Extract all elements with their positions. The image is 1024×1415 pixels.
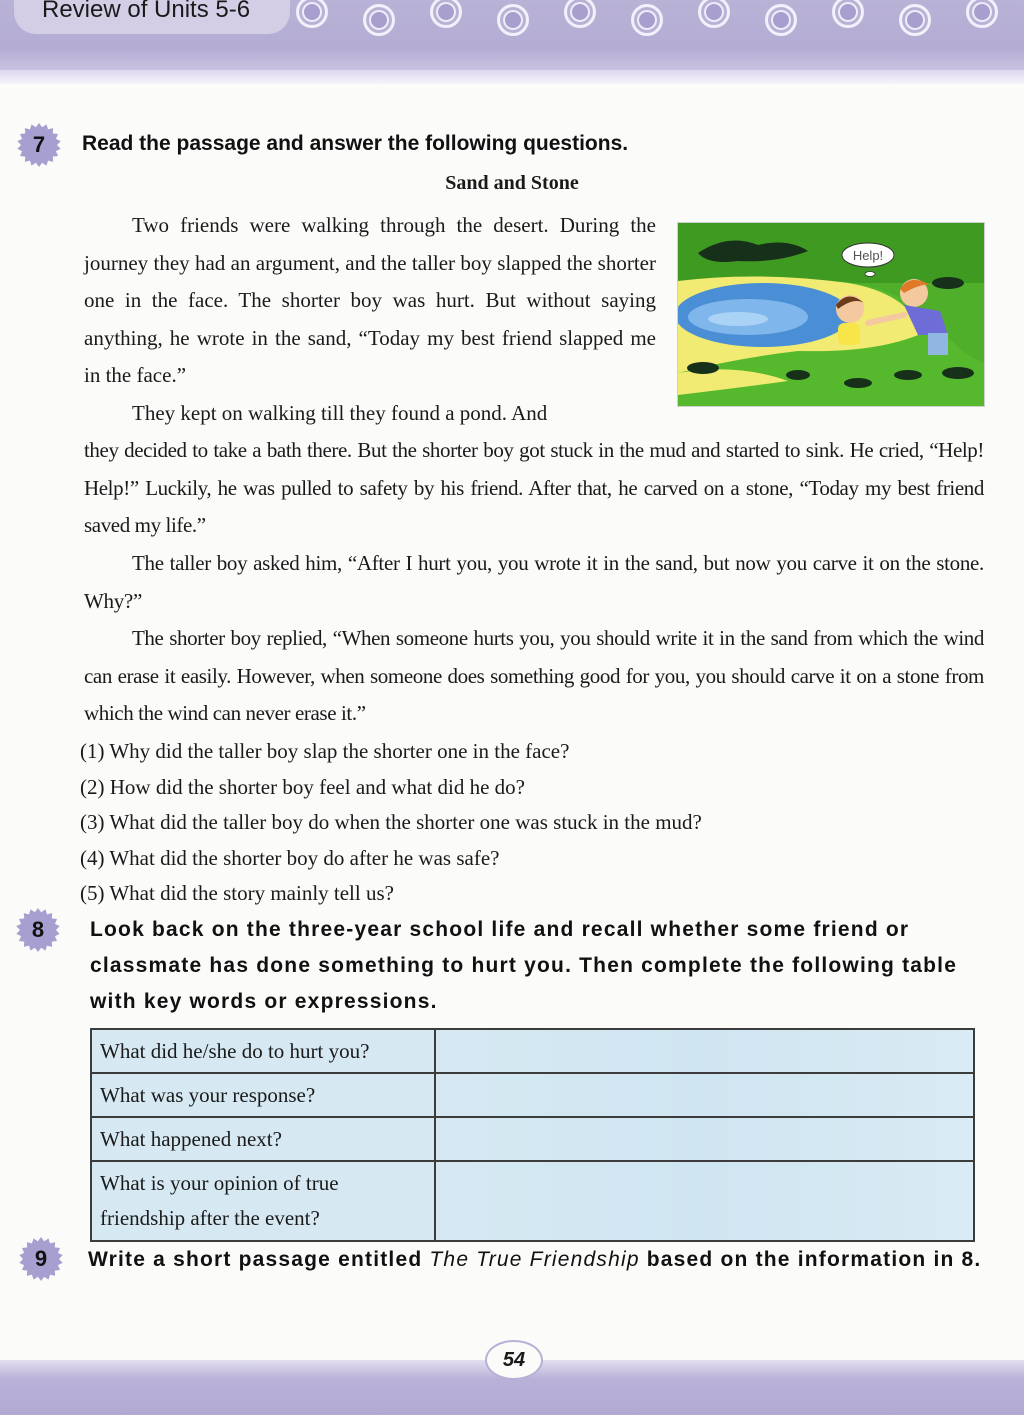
page-number: 54: [485, 1340, 543, 1380]
ring-icon: [497, 4, 529, 36]
exercise-number: 8: [31, 917, 45, 942]
table-row: [91, 1029, 974, 1073]
table-answer-cell[interactable]: [435, 1161, 974, 1241]
exercise-9-badge: [18, 1236, 64, 1282]
passage-paragraph: They kept on walking till they found a pond. And: [132, 401, 548, 425]
exercise-7-instruction: Read the passage and answer the following questions.: [82, 132, 629, 155]
table-row: [91, 1117, 974, 1161]
table-answer-cell[interactable]: [435, 1073, 974, 1117]
table-answer-cell[interactable]: [435, 1117, 974, 1161]
header-fade: [0, 70, 1024, 84]
speech-bubble-text: Help!: [852, 248, 884, 263]
table-question-cell: What did he/she do to hurt you?: [91, 1029, 435, 1073]
instruction-text: based on the information in 8.: [639, 1248, 982, 1271]
question-item: (1) Why did the taller boy slap the shorter one in the face?: [80, 739, 570, 763]
exercise-9-instruction: [88, 1242, 988, 1278]
story-illustration: [677, 222, 985, 407]
question-item: (3) What did the taller boy do when the shorter one was stuck in the mud?: [80, 810, 702, 834]
ring-icon: [363, 4, 395, 36]
instruction-text: Write a short passage entitled: [88, 1248, 430, 1271]
exercise-7-badge: [16, 122, 62, 168]
question-item: (2) How did the shorter boy feel and what did he do?: [80, 775, 525, 799]
passage-title: Sand and Stone: [445, 172, 579, 194]
exercise-8-instruction: Look back on the three-year school life and recall whether some friend or classmate has done something to hurt you. Then complete the following table with key words or expressions.: [90, 918, 958, 1013]
table-question-cell: What happened next?: [91, 1117, 435, 1161]
table-question-cell: What was your response?: [91, 1073, 435, 1117]
table-answer-cell[interactable]: [435, 1029, 974, 1073]
passage-paragraph: The shorter boy replied, “When someone hurts you, you should write it in the sand from which the wind can erase it easily. However, when someone does something good for you, you should carve it on a stone from which the wind can never erase it.”: [84, 626, 984, 725]
question-item: (4) What did the shorter boy do after he was safe?: [80, 846, 500, 870]
table-row: [91, 1073, 974, 1117]
pond-rescue-image: [678, 223, 984, 406]
passage-paragraph: they decided to take a bath there. But the shorter boy got stuck in the mud and started to sink. He cried, “Help! Help!” Luckily, he was pulled to safety by his friend. After that, he carved on a stone, “Today my best friend saved my life.”: [84, 438, 984, 537]
ring-icon: [631, 4, 663, 36]
ring-icon: [698, 0, 730, 28]
exercise-8-badge: [15, 907, 61, 953]
ring-icon: [966, 0, 998, 28]
exercise-number: 7: [32, 132, 46, 157]
ring-icon: [564, 0, 596, 28]
ring-icon: [296, 0, 328, 28]
passage-paragraph: The taller boy asked him, “After I hurt you, you wrote it in the sand, but now you carve it on the stone. Why?”: [84, 551, 984, 613]
exercise-number: 9: [34, 1246, 48, 1271]
header-tab: [14, 0, 290, 34]
friendship-table: [90, 1028, 975, 1242]
page-header-title: Review of Units 5-6: [42, 0, 251, 23]
decorative-rings: [296, 0, 1024, 36]
question-item: (5) What did the story mainly tell us?: [80, 881, 394, 905]
table-row: [91, 1161, 974, 1241]
ring-icon: [765, 4, 797, 36]
ring-icon: [899, 4, 931, 36]
ring-icon: [832, 0, 864, 28]
ring-icon: [430, 0, 462, 28]
passage-paragraph: Two friends were walking through the desert. During the journey they had an argument, and the taller boy slapped the shorter one in the face. The shorter boy was hurt. But without saying anything, he wrote in the sand, “Today my best friend slapped me in the face.”: [84, 213, 656, 387]
table-question-cell: What is your opinion of true friendship after the event?: [91, 1161, 435, 1241]
instruction-italic-title: The True Friendship: [429, 1248, 640, 1271]
